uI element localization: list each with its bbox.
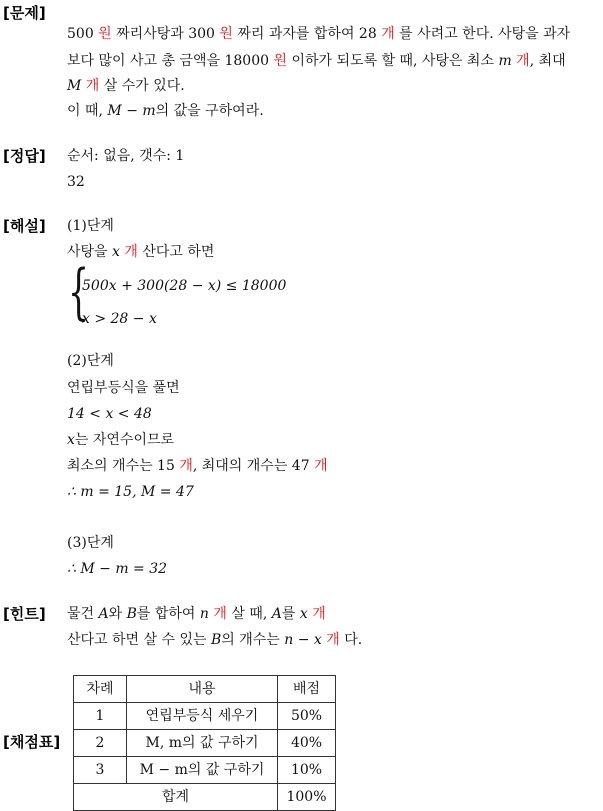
problem-line-2: 보다 많이 사고 총 금액을 18000 원 이하가 되도록 할 때, 사탕은 최소 m 개, 최대 [67,53,566,69]
table-row: 1 연립부등식 세우기 50% [74,703,336,730]
step-1-setup: 사탕을 x 개 산다고 하면 [67,244,215,260]
problem-label: [문제] [3,4,46,22]
problem-line-1: 500 원 짜리사탕과 300 원 짜리 과자를 합하여 28 개 를 사려고 한다. 사탕을 과자 [67,26,571,42]
step-2-line-4: 최소의 개수는 15 개, 최대의 개수는 47 개 [67,458,328,474]
step-2-line-5: ∴ m = 15, M = 47 [67,484,194,500]
math-M: M [67,78,82,94]
problem-line-4: 이 때, M − m의 값을 구하여라. [67,103,264,119]
step-3-line-1: ∴ M − m = 32 [67,561,168,577]
rubric-total-row [74,784,336,811]
unit-gae: 개 [213,606,227,622]
hint-label: [힌트] [3,605,46,623]
unit-won: 원 [273,53,288,69]
table-row: 2 M, m의 값 구하기 40% [74,730,336,757]
inequality-2: x > 28 − x [82,311,157,327]
answer-label: [정답] [3,147,46,165]
math-expr: M − m [107,103,156,119]
unit-gae: 개 [179,458,193,474]
step-3-title: (3)단계 [67,535,114,551]
rubric-label: [채점표] [3,733,61,751]
step-2-line-3: x는 자연수이므로 [67,432,175,448]
total-value: 100% [278,784,336,811]
unit-gae: 개 [124,244,138,260]
step-2-line-1: 연립부등식을 풀면 [67,380,180,396]
math-m: m [498,53,512,69]
table-row: 3 M − m의 값 구하기 10% [74,757,336,784]
header-content: 내용 [127,676,278,703]
hint-line-1: 물건 A와 B를 합하여 n 개 살 때, A를 x 개 [67,606,326,622]
unit-gae: 개 [312,606,326,622]
answer-value: 32 [67,174,85,190]
step-2-line-2: 14 < x < 48 [67,406,152,422]
solution-label: [해설] [3,217,46,235]
problem-line-3: M 개 살 수가 있다. [67,78,185,94]
unit-gae: 개 [85,78,100,94]
header-order: 차례 [74,676,127,703]
hint-line-2: 산다고 하면 살 수 있는 B의 개수는 n − x 개 다. [67,632,363,648]
header-points: 배점 [278,676,336,703]
step-2-title: (2)단계 [67,353,114,369]
unit-gae: 개 [326,632,340,648]
rubric-header-row [74,676,336,703]
step-1-title: (1)단계 [67,218,114,234]
unit-gae: 개 [314,458,328,474]
unit-won: 원 [219,26,233,42]
answer-order-count: 순서: 없음, 갯수: 1 [67,148,185,164]
unit-won: 원 [98,26,112,42]
rubric-table [73,675,336,811]
unit-gae: 개 [516,53,530,69]
inequality-1: 500x + 300(28 − x) ≤ 18000 [82,278,287,294]
total-label: 합계 [74,784,278,811]
system-brace: { [68,257,90,327]
unit-gae: 개 [381,26,395,42]
